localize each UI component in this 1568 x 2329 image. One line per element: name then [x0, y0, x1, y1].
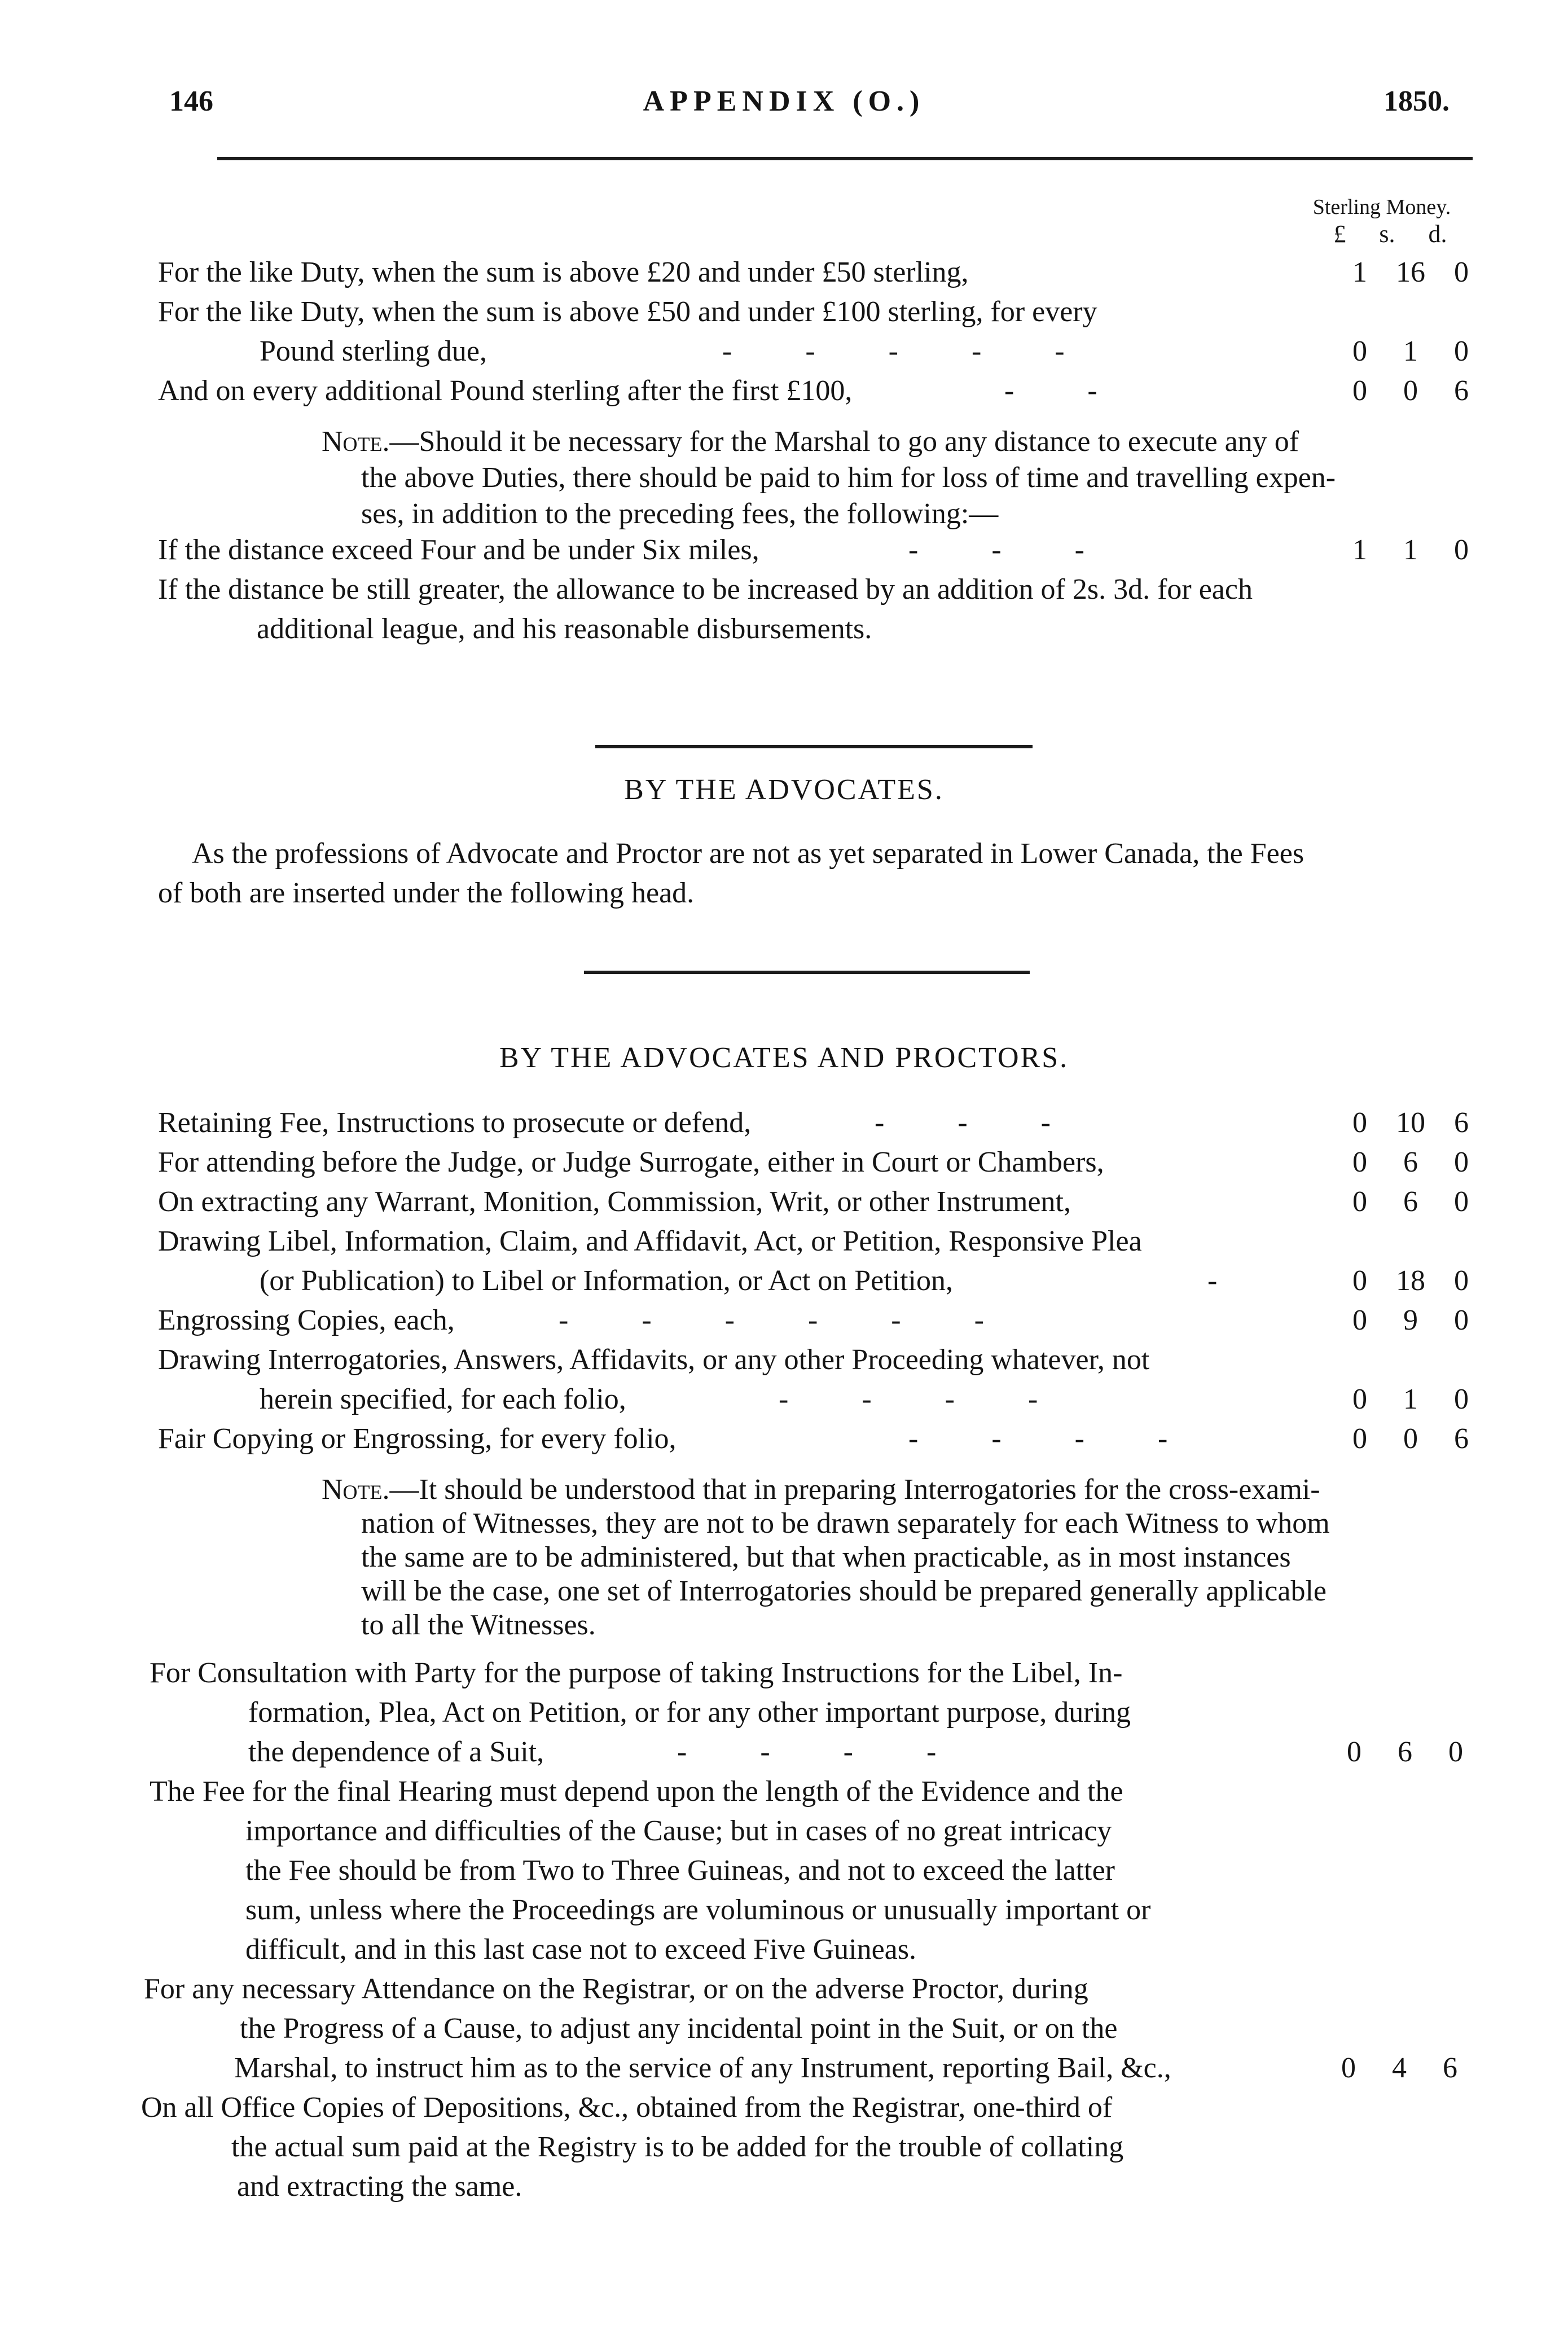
note-label: Note. [322, 1473, 390, 1506]
amount-shillings: 4 [1392, 2052, 1407, 2084]
fee-description: If the distance be still greater, the allowance to be increased by an addition of 2s. 3d. for each [158, 573, 1253, 606]
amount-shillings: 6 [1398, 1736, 1412, 1768]
amount-pence: 0 [1448, 1736, 1463, 1768]
fee-amount [1337, 1301, 1484, 1340]
fee-description: For any necessary Attendance on the Registrar, or on the adverse Proctor, during [144, 1973, 1088, 2005]
fee-amount [1337, 1419, 1484, 1459]
amount-shillings: 1 [1403, 1383, 1418, 1415]
paragraph-text: difficult, and in this last case not to exceed Five Guineas. [245, 1933, 916, 1966]
fee-description: For Consultation with Party for the purpose of taking Instructions for the Libel, In- [150, 1657, 1123, 1689]
fee-description: the Progress of a Cause, to adjust any incidental point in the Suit, or on the [240, 2012, 1118, 2045]
fee-leaders: - - - - - [722, 335, 1065, 367]
page-number: 146 [169, 85, 213, 117]
amount-pence: 6 [1454, 375, 1469, 407]
amount-pounds: 0 [1352, 1304, 1367, 1336]
fee-leaders: - - [1004, 375, 1097, 407]
fee-amount [1326, 2049, 1473, 2088]
fee-description [158, 530, 1298, 570]
amount-shillings: 16 [1396, 256, 1425, 288]
amount-pounds: 0 [1347, 1736, 1361, 1768]
paragraph-text: On all Office Copies of Depositions, &c., obtained from the Registrar, one-third of [141, 2091, 1113, 2124]
fee-text: Fair Copying or Engrossing, for every folio, [158, 1423, 677, 1455]
amount-shillings: 10 [1396, 1107, 1425, 1139]
note-line-3: the same are to be administered, but that when practicable, as in most instances [361, 1541, 1291, 1573]
amount-pence: 0 [1454, 1304, 1469, 1336]
note-line-3: ses, in addition to the preceding fees, the following:— [361, 498, 999, 530]
note-line-1: —Should it be necessary for the Marshal to go any distance to execute any of [389, 426, 1299, 458]
fee-description [260, 332, 1298, 371]
amount-pounds: 0 [1352, 1265, 1367, 1297]
pence-unit: d. [1428, 220, 1447, 248]
amount-pounds: 1 [1352, 534, 1367, 566]
amount-shillings: 6 [1403, 1146, 1418, 1178]
note-line-2: nation of Witnesses, they are not to be drawn separately for each Witness to whom [361, 1507, 1330, 1539]
fee-description: On extracting any Warrant, Monition, Commission, Writ, or other Instrument, [158, 1186, 1071, 1218]
amount-pence: 6 [1443, 2052, 1457, 2084]
pounds-unit: £ [1333, 220, 1346, 248]
fee-description: For attending before the Judge, or Judge Surrogate, either in Court or Chambers, [158, 1146, 1104, 1178]
amount-pounds: 0 [1352, 1107, 1367, 1139]
fee-description: Marshal, to instruct him as to the service of any Instrument, reporting Bail, &c., [234, 2052, 1171, 2084]
amount-pounds: 0 [1352, 375, 1367, 407]
fee-amount [1337, 253, 1484, 292]
fee-text: Pound sterling due, [260, 335, 487, 367]
fee-leaders: - - - [908, 534, 1084, 566]
amount-pounds: 0 [1352, 1146, 1367, 1178]
fee-description [158, 1419, 1298, 1459]
paragraph-text: and extracting the same. [237, 2170, 522, 2203]
amount-pence: 0 [1454, 1146, 1469, 1178]
fee-text: (or Publication) to Libel or Information, or Act on Petition, [260, 1265, 954, 1297]
amount-shillings: 1 [1403, 534, 1418, 566]
paragraph-text: the Fee should be from Two to Three Guineas, and not to exceed the latter [245, 1854, 1115, 1887]
fee-description [260, 1380, 1298, 1419]
fee-amount [1337, 1182, 1484, 1222]
amount-pounds: 0 [1352, 335, 1367, 367]
fee-description [260, 1261, 1298, 1301]
paragraph-text: of both are inserted under the following head. [158, 877, 695, 909]
paragraph-text: the actual sum paid at the Registry is to be added for the trouble of collating [231, 2131, 1124, 2163]
fee-description [158, 371, 1298, 411]
paragraph-text: importance and difficulties of the Cause; but in cases of no great intricacy [245, 1815, 1112, 1847]
shillings-unit: s. [1379, 220, 1395, 248]
amount-shillings: 18 [1396, 1265, 1425, 1297]
amount-pence: 6 [1454, 1423, 1469, 1455]
fee-amount [1332, 1733, 1478, 1772]
fee-leaders: - - - [875, 1107, 1051, 1139]
fee-description [158, 1301, 1298, 1340]
amount-pounds: 0 [1352, 1423, 1367, 1455]
fee-text: Engrossing Copies, each, [158, 1304, 455, 1336]
paragraph-text: As the professions of Advocate and Proctor are not as yet separated in Lower Canada, the Fees [192, 837, 1305, 870]
fee-amount [1337, 530, 1484, 570]
note-line-4: will be the case, one set of Interrogatories should be prepared generally applicable [361, 1575, 1327, 1607]
fee-description: formation, Plea, Act on Petition, or for any other important purpose, during [248, 1696, 1131, 1729]
page-year: 1850. [1383, 85, 1450, 117]
amount-pence: 6 [1454, 1107, 1469, 1139]
note-line-2: the above Duties, there should be paid to him for loss of time and travelling expen- [361, 462, 1336, 494]
fee-amount [1337, 1261, 1484, 1301]
amount-shillings: 6 [1403, 1186, 1418, 1218]
amount-pence: 0 [1454, 335, 1469, 367]
amount-pounds: 0 [1341, 2052, 1356, 2084]
currency-units [1317, 220, 1464, 248]
amount-pence: 0 [1454, 1383, 1469, 1415]
note-text [322, 422, 1484, 462]
amount-shillings: 0 [1403, 1423, 1418, 1455]
amount-pence: 0 [1454, 1265, 1469, 1297]
amount-pounds: 0 [1352, 1383, 1367, 1415]
fee-description: Drawing Interrogatories, Answers, Affidavits, or any other Proceeding whatever, not [158, 1344, 1150, 1376]
fee-description: Drawing Libel, Information, Claim, and Affidavit, Act, or Petition, Responsive Plea [158, 1225, 1142, 1257]
note-line-5: to all the Witnesses. [361, 1609, 596, 1641]
fee-text: herein specified, for each folio, [260, 1383, 626, 1415]
note-label: Note. [322, 426, 390, 458]
currency-heading: Sterling Money. [1312, 195, 1451, 219]
fee-description: For the like Duty, when the sum is above £20 and under £50 sterling, [158, 256, 969, 288]
header-rule [217, 157, 1473, 160]
fee-leaders: - - - - [908, 1423, 1168, 1455]
fee-amount [1337, 1103, 1484, 1143]
section-title: BY THE ADVOCATES. [624, 774, 944, 806]
note-line-1: —It should be understood that in preparing Interrogatories for the cross-exami- [389, 1473, 1320, 1506]
fee-description: additional league, and his reasonable disbursements. [257, 613, 872, 645]
fee-description [158, 1103, 1298, 1143]
fee-text: If the distance exceed Four and be under Six miles, [158, 534, 759, 566]
amount-pounds: 0 [1352, 1186, 1367, 1218]
section-divider [584, 971, 1030, 974]
fee-leaders: - - - - [779, 1383, 1038, 1415]
currency-column-header [1294, 195, 1469, 248]
fee-amount [1337, 1143, 1484, 1182]
fee-amount [1337, 371, 1484, 411]
fee-amount [1337, 332, 1484, 371]
fee-description [248, 1733, 1309, 1772]
section-divider [595, 745, 1033, 748]
fee-leaders: - [1207, 1265, 1218, 1297]
amount-shillings: 1 [1403, 335, 1418, 367]
fee-text: the dependence of a Suit, [248, 1736, 544, 1768]
fee-description: For the like Duty, when the sum is above £50 and under £100 sterling, for every [158, 296, 1097, 328]
section-title: BY THE ADVOCATES AND PROCTORS. [499, 1042, 1069, 1074]
paragraph-text: The Fee for the final Hearing must depend upon the length of the Evidence and the [150, 1775, 1123, 1808]
amount-shillings: 9 [1403, 1304, 1418, 1336]
fee-text: And on every additional Pound sterling after the first £100, [158, 375, 853, 407]
amount-pence: 0 [1454, 256, 1469, 288]
fee-leaders: - - - - - - [559, 1304, 984, 1336]
fee-leaders: - - - - [677, 1736, 937, 1768]
amount-pounds: 1 [1352, 256, 1367, 288]
fee-amount [1337, 1380, 1484, 1419]
amount-shillings: 0 [1403, 375, 1418, 407]
amount-pence: 0 [1454, 1186, 1469, 1218]
paragraph-text: sum, unless where the Proceedings are voluminous or unusually important or [245, 1894, 1151, 1926]
page-title: APPENDIX (O.) [643, 85, 925, 117]
fee-text: Retaining Fee, Instructions to prosecute or defend, [158, 1107, 752, 1139]
amount-pence: 0 [1454, 534, 1469, 566]
